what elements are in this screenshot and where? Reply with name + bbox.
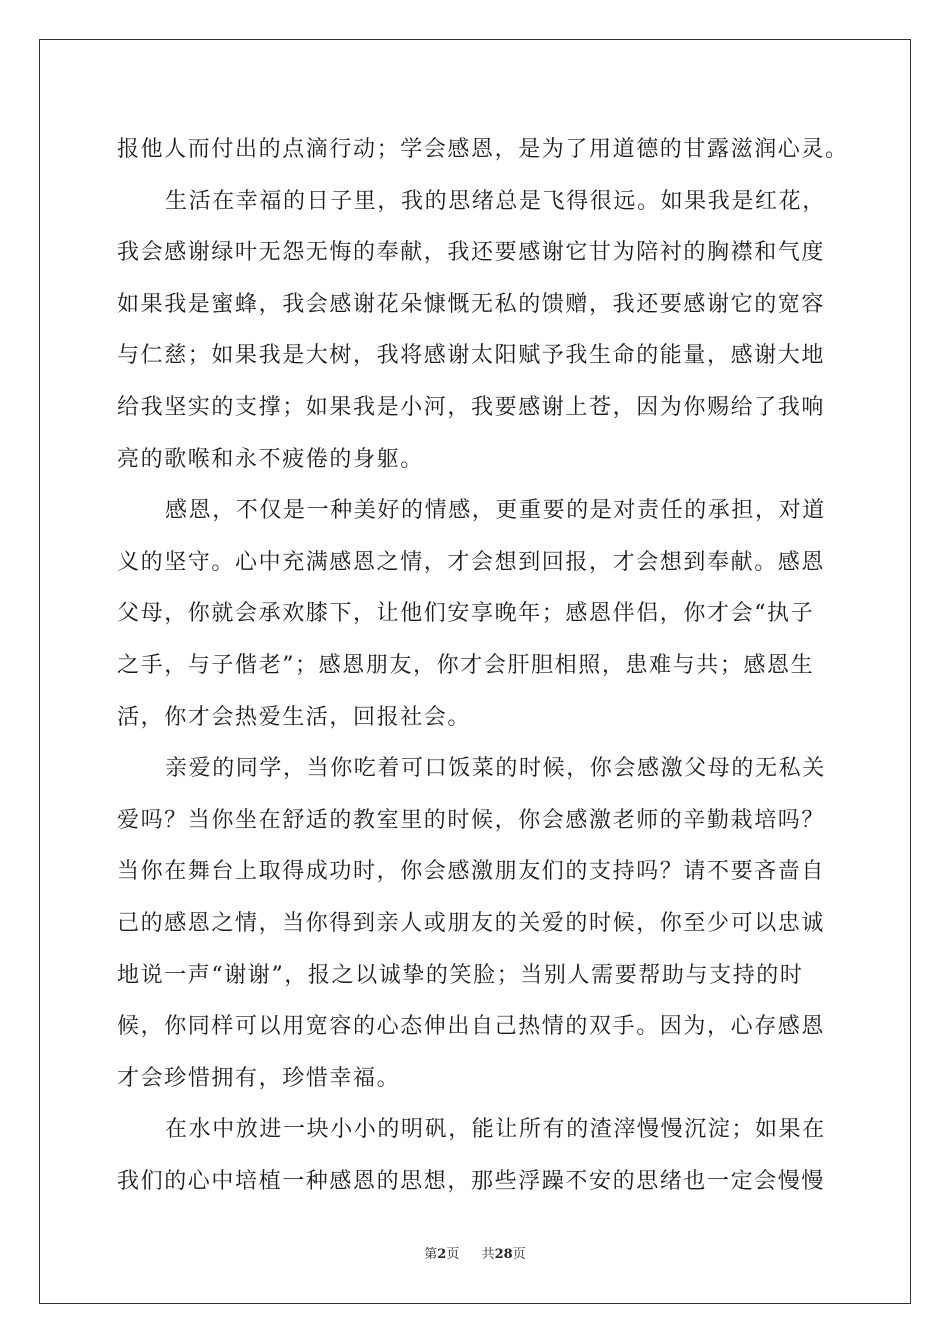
paragraph-start-line: 感恩，不仅是一种美好的情感，更重要的是对责任的承担，对道 <box>165 498 826 524</box>
text-line: 亮的歌喉和永不疲倦的身躯。 <box>117 446 424 472</box>
text-line: 当你在舞台上取得成功时，你会感激朋友们的支持吗？请不要吝啬自 <box>117 859 826 885</box>
text-line: 义的坚守。心中充满感恩之情，才会想到回报，才会想到奉献。感恩 <box>117 549 826 575</box>
paragraph-start-line: 在水中放进一块小小的明矾，能让所有的渣滓慢慢沉淀；如果在 <box>165 1117 826 1143</box>
text-line: 我们的心中培植一种感恩的思想，那些浮躁不安的思绪也一定会慢慢 <box>117 1168 826 1194</box>
page-number-suffix: 页 <box>446 1247 460 1262</box>
text-line: 才会珍惜拥有，珍惜幸福。 <box>117 1065 401 1091</box>
total-pages-suffix: 页 <box>512 1247 526 1262</box>
paragraph-start-line: 生活在幸福的日子里，我的思绪总是飞得很远。如果我是红花， <box>165 188 826 214</box>
text-line: 之手，与子偕老”；感恩朋友，你才会肝胆相照，患难与共；感恩生 <box>117 652 815 678</box>
current-page-number: 2 <box>437 1247 447 1262</box>
page-footer <box>0 1243 950 1262</box>
text-line: 如果我是蜜蜂，我会感谢花朵慷慨无私的馈赠，我还要感谢它的宽容 <box>117 291 826 317</box>
text-line: 地说一声“谢谢”，报之以诚挚的笑脸；当别人需要帮助与支持的时 <box>117 962 804 988</box>
paragraph-start-line: 亲爱的同学，当你吃着可口饭菜的时候，你会感激父母的无私关 <box>165 756 826 782</box>
document-body <box>117 124 849 1207</box>
text-line: 己的感恩之情，当你得到亲人或朋友的关爱的时候，你至少可以忠诚 <box>117 910 826 936</box>
text-line: 父母，你就会承欢膝下，让他们安享晚年；感恩伴侣，你才会“执子 <box>117 601 815 627</box>
text-line: 给我坚实的支撑；如果我是小河，我要感谢上苍，因为你赐给了我响 <box>117 394 826 420</box>
text-line: 与仁慈；如果我是大树，我将感谢太阳赋予我生命的能量，感谢大地 <box>117 343 826 369</box>
page-number-prefix: 第 <box>424 1247 438 1262</box>
text-line: 报他人而付出的点滴行动；学会感恩，是为了用道德的甘露滋润心灵。 <box>117 137 849 162</box>
text-line: 我会感谢绿叶无怨无悔的奉献，我还要感谢它甘为陪衬的胸襟和气度 <box>117 240 826 266</box>
text-line: 爱吗？当你坐在舒适的教室里的时候，你会感激老师的辛勤栽培吗？ <box>117 807 826 833</box>
text-line: 活，你才会热爱生活，回报社会。 <box>117 704 472 730</box>
text-line: 候，你同样可以用宽容的心态伸出自己热情的双手。因为，心存感恩 <box>117 1014 826 1040</box>
total-pages-number: 28 <box>494 1247 513 1262</box>
total-pages-prefix: 共 <box>481 1247 495 1262</box>
